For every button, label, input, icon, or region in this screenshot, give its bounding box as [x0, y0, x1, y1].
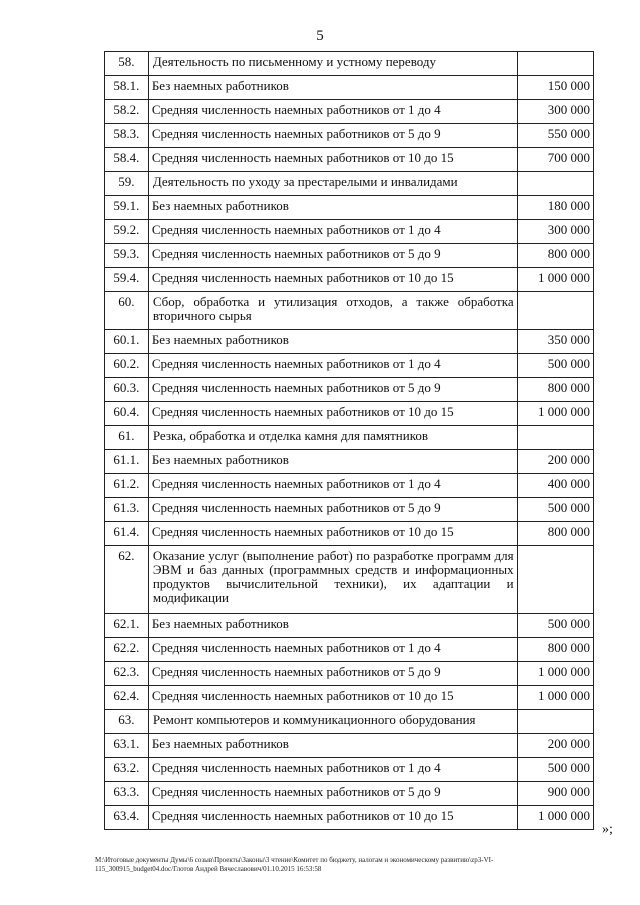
table-row: [105, 124, 594, 148]
table-row: [105, 220, 594, 244]
section-title: Ремонт компьютеров и коммуникационного оборудования: [148, 710, 517, 734]
row-amount: [517, 426, 593, 450]
row-description: Без наемных работников: [148, 450, 517, 474]
row-description: Без наемных работников: [148, 196, 517, 220]
row-amount: [517, 292, 593, 330]
row-amount: 800 000: [517, 522, 593, 546]
table-row: [105, 148, 594, 172]
section-title: Оказание услуг (выполнение работ) по разработке программ для ЭВМ и баз данных (программных средств и информационных продуктов вычислительной техники), их адаптации и модификации: [148, 546, 517, 614]
row-amount: 400 000: [517, 474, 593, 498]
row-number: 63.: [105, 710, 149, 734]
row-number: 61.: [105, 426, 149, 450]
row-amount: 900 000: [517, 782, 593, 806]
row-description: Средняя численность наемных работников от 1 до 4: [148, 474, 517, 498]
row-number: 60.: [105, 292, 149, 330]
row-amount: [517, 710, 593, 734]
row-amount: 300 000: [517, 220, 593, 244]
table-row: [105, 76, 594, 100]
row-number: 58.: [105, 52, 149, 76]
row-amount: 500 000: [517, 354, 593, 378]
row-number: 63.4.: [105, 806, 149, 830]
table-row: [105, 474, 594, 498]
row-description: Без наемных работников: [148, 330, 517, 354]
table-row: [105, 638, 594, 662]
row-description: Без наемных работников: [148, 734, 517, 758]
section-row: [105, 426, 594, 450]
row-amount: 150 000: [517, 76, 593, 100]
table-row: [105, 378, 594, 402]
row-description: Без наемных работников: [148, 76, 517, 100]
row-description: Средняя численность наемных работников от 10 до 15: [148, 522, 517, 546]
table-row: [105, 100, 594, 124]
row-description: Средняя численность наемных работников от 10 до 15: [148, 686, 517, 710]
row-number: 62.2.: [105, 638, 149, 662]
section-title: Резка, обработка и отделка камня для памятников: [148, 426, 517, 450]
table-row: [105, 806, 594, 830]
row-number: 61.1.: [105, 450, 149, 474]
row-number: 61.2.: [105, 474, 149, 498]
row-amount: 550 000: [517, 124, 593, 148]
table-row: [105, 758, 594, 782]
row-amount: 500 000: [517, 614, 593, 638]
footer-line-1: M:\Итоговые документы Думы\6 созыв\Проекты\Законы\3 чтение\Комитет по бюджету, налогам и экономическому развитию\zp3-VI-: [95, 856, 494, 864]
section-title: Сбор, обработка и утилизация отходов, а также обработка вторичного сырья: [148, 292, 517, 330]
section-title: Деятельность по письменному и устному переводу: [148, 52, 517, 76]
row-description: Средняя численность наемных работников от 1 до 4: [148, 220, 517, 244]
row-amount: 200 000: [517, 734, 593, 758]
table-row: [105, 402, 594, 426]
row-number: 62.3.: [105, 662, 149, 686]
section-row: [105, 710, 594, 734]
row-description: Средняя численность наемных работников от 5 до 9: [148, 378, 517, 402]
table-row: [105, 662, 594, 686]
row-description: Средняя численность наемных работников от 5 до 9: [148, 244, 517, 268]
row-number: 60.2.: [105, 354, 149, 378]
file-path-footer: [95, 856, 615, 874]
row-amount: 350 000: [517, 330, 593, 354]
row-amount: 700 000: [517, 148, 593, 172]
row-number: 62.1.: [105, 614, 149, 638]
row-description: Средняя численность наемных работников от 10 до 15: [148, 148, 517, 172]
section-row: [105, 292, 594, 330]
row-amount: 1 000 000: [517, 686, 593, 710]
tax-rates-table: [104, 51, 594, 830]
row-description: Средняя численность наемных работников от 10 до 15: [148, 268, 517, 292]
row-description: Средняя численность наемных работников от 5 до 9: [148, 782, 517, 806]
row-number: 59.1.: [105, 196, 149, 220]
row-number: 62.4.: [105, 686, 149, 710]
table-row: [105, 498, 594, 522]
row-number: 60.3.: [105, 378, 149, 402]
row-amount: 500 000: [517, 758, 593, 782]
table-row: [105, 614, 594, 638]
row-amount: 300 000: [517, 100, 593, 124]
footer-line-2: 115_300915_budget04.doc/Глотов Андрей Вячеславович/01.10.2015 16:53:58: [95, 865, 322, 873]
row-number: 59.3.: [105, 244, 149, 268]
section-row: [105, 172, 594, 196]
row-number: 61.4.: [105, 522, 149, 546]
row-amount: 800 000: [517, 244, 593, 268]
row-description: Средняя численность наемных работников от 5 до 9: [148, 124, 517, 148]
table-row: [105, 330, 594, 354]
row-description: Средняя численность наемных работников от 1 до 4: [148, 758, 517, 782]
section-row: [105, 546, 594, 614]
row-amount: 800 000: [517, 378, 593, 402]
row-description: Средняя численность наемных работников от 5 до 9: [148, 498, 517, 522]
row-amount: [517, 546, 593, 614]
row-description: Средняя численность наемных работников от 1 до 4: [148, 354, 517, 378]
table-row: [105, 522, 594, 546]
row-amount: 1 000 000: [517, 402, 593, 426]
row-description: Средняя численность наемных работников от 1 до 4: [148, 100, 517, 124]
table-row: [105, 354, 594, 378]
table-body: [105, 52, 594, 830]
row-description: Без наемных работников: [148, 614, 517, 638]
row-number: 58.2.: [105, 100, 149, 124]
table-row: [105, 244, 594, 268]
row-number: 61.3.: [105, 498, 149, 522]
closing-quote-mark: »;: [602, 822, 613, 837]
row-amount: 800 000: [517, 638, 593, 662]
row-number: 58.3.: [105, 124, 149, 148]
row-description: Средняя численность наемных работников от 10 до 15: [148, 806, 517, 830]
row-amount: [517, 52, 593, 76]
section-title: Деятельность по уходу за престарелыми и инвалидами: [148, 172, 517, 196]
table-row: [105, 782, 594, 806]
row-amount: 180 000: [517, 196, 593, 220]
row-number: 63.1.: [105, 734, 149, 758]
table-row: [105, 686, 594, 710]
row-number: 60.4.: [105, 402, 149, 426]
row-number: 59.2.: [105, 220, 149, 244]
table-row: [105, 734, 594, 758]
table-row: [105, 268, 594, 292]
section-row: [105, 52, 594, 76]
row-amount: [517, 172, 593, 196]
row-amount: 500 000: [517, 498, 593, 522]
row-number: 59.: [105, 172, 149, 196]
table-row: [105, 196, 594, 220]
row-amount: 1 000 000: [517, 268, 593, 292]
row-number: 63.3.: [105, 782, 149, 806]
row-number: 62.: [105, 546, 149, 614]
row-amount: 1 000 000: [517, 662, 593, 686]
row-description: Средняя численность наемных работников от 1 до 4: [148, 638, 517, 662]
row-number: 60.1.: [105, 330, 149, 354]
row-description: Средняя численность наемных работников от 10 до 15: [148, 402, 517, 426]
row-amount: 1 000 000: [517, 806, 593, 830]
page-number: 5: [316, 28, 324, 44]
row-number: 59.4.: [105, 268, 149, 292]
table-row: [105, 450, 594, 474]
row-number: 63.2.: [105, 758, 149, 782]
row-amount: 200 000: [517, 450, 593, 474]
row-number: 58.1.: [105, 76, 149, 100]
row-description: Средняя численность наемных работников от 5 до 9: [148, 662, 517, 686]
row-number: 58.4.: [105, 148, 149, 172]
